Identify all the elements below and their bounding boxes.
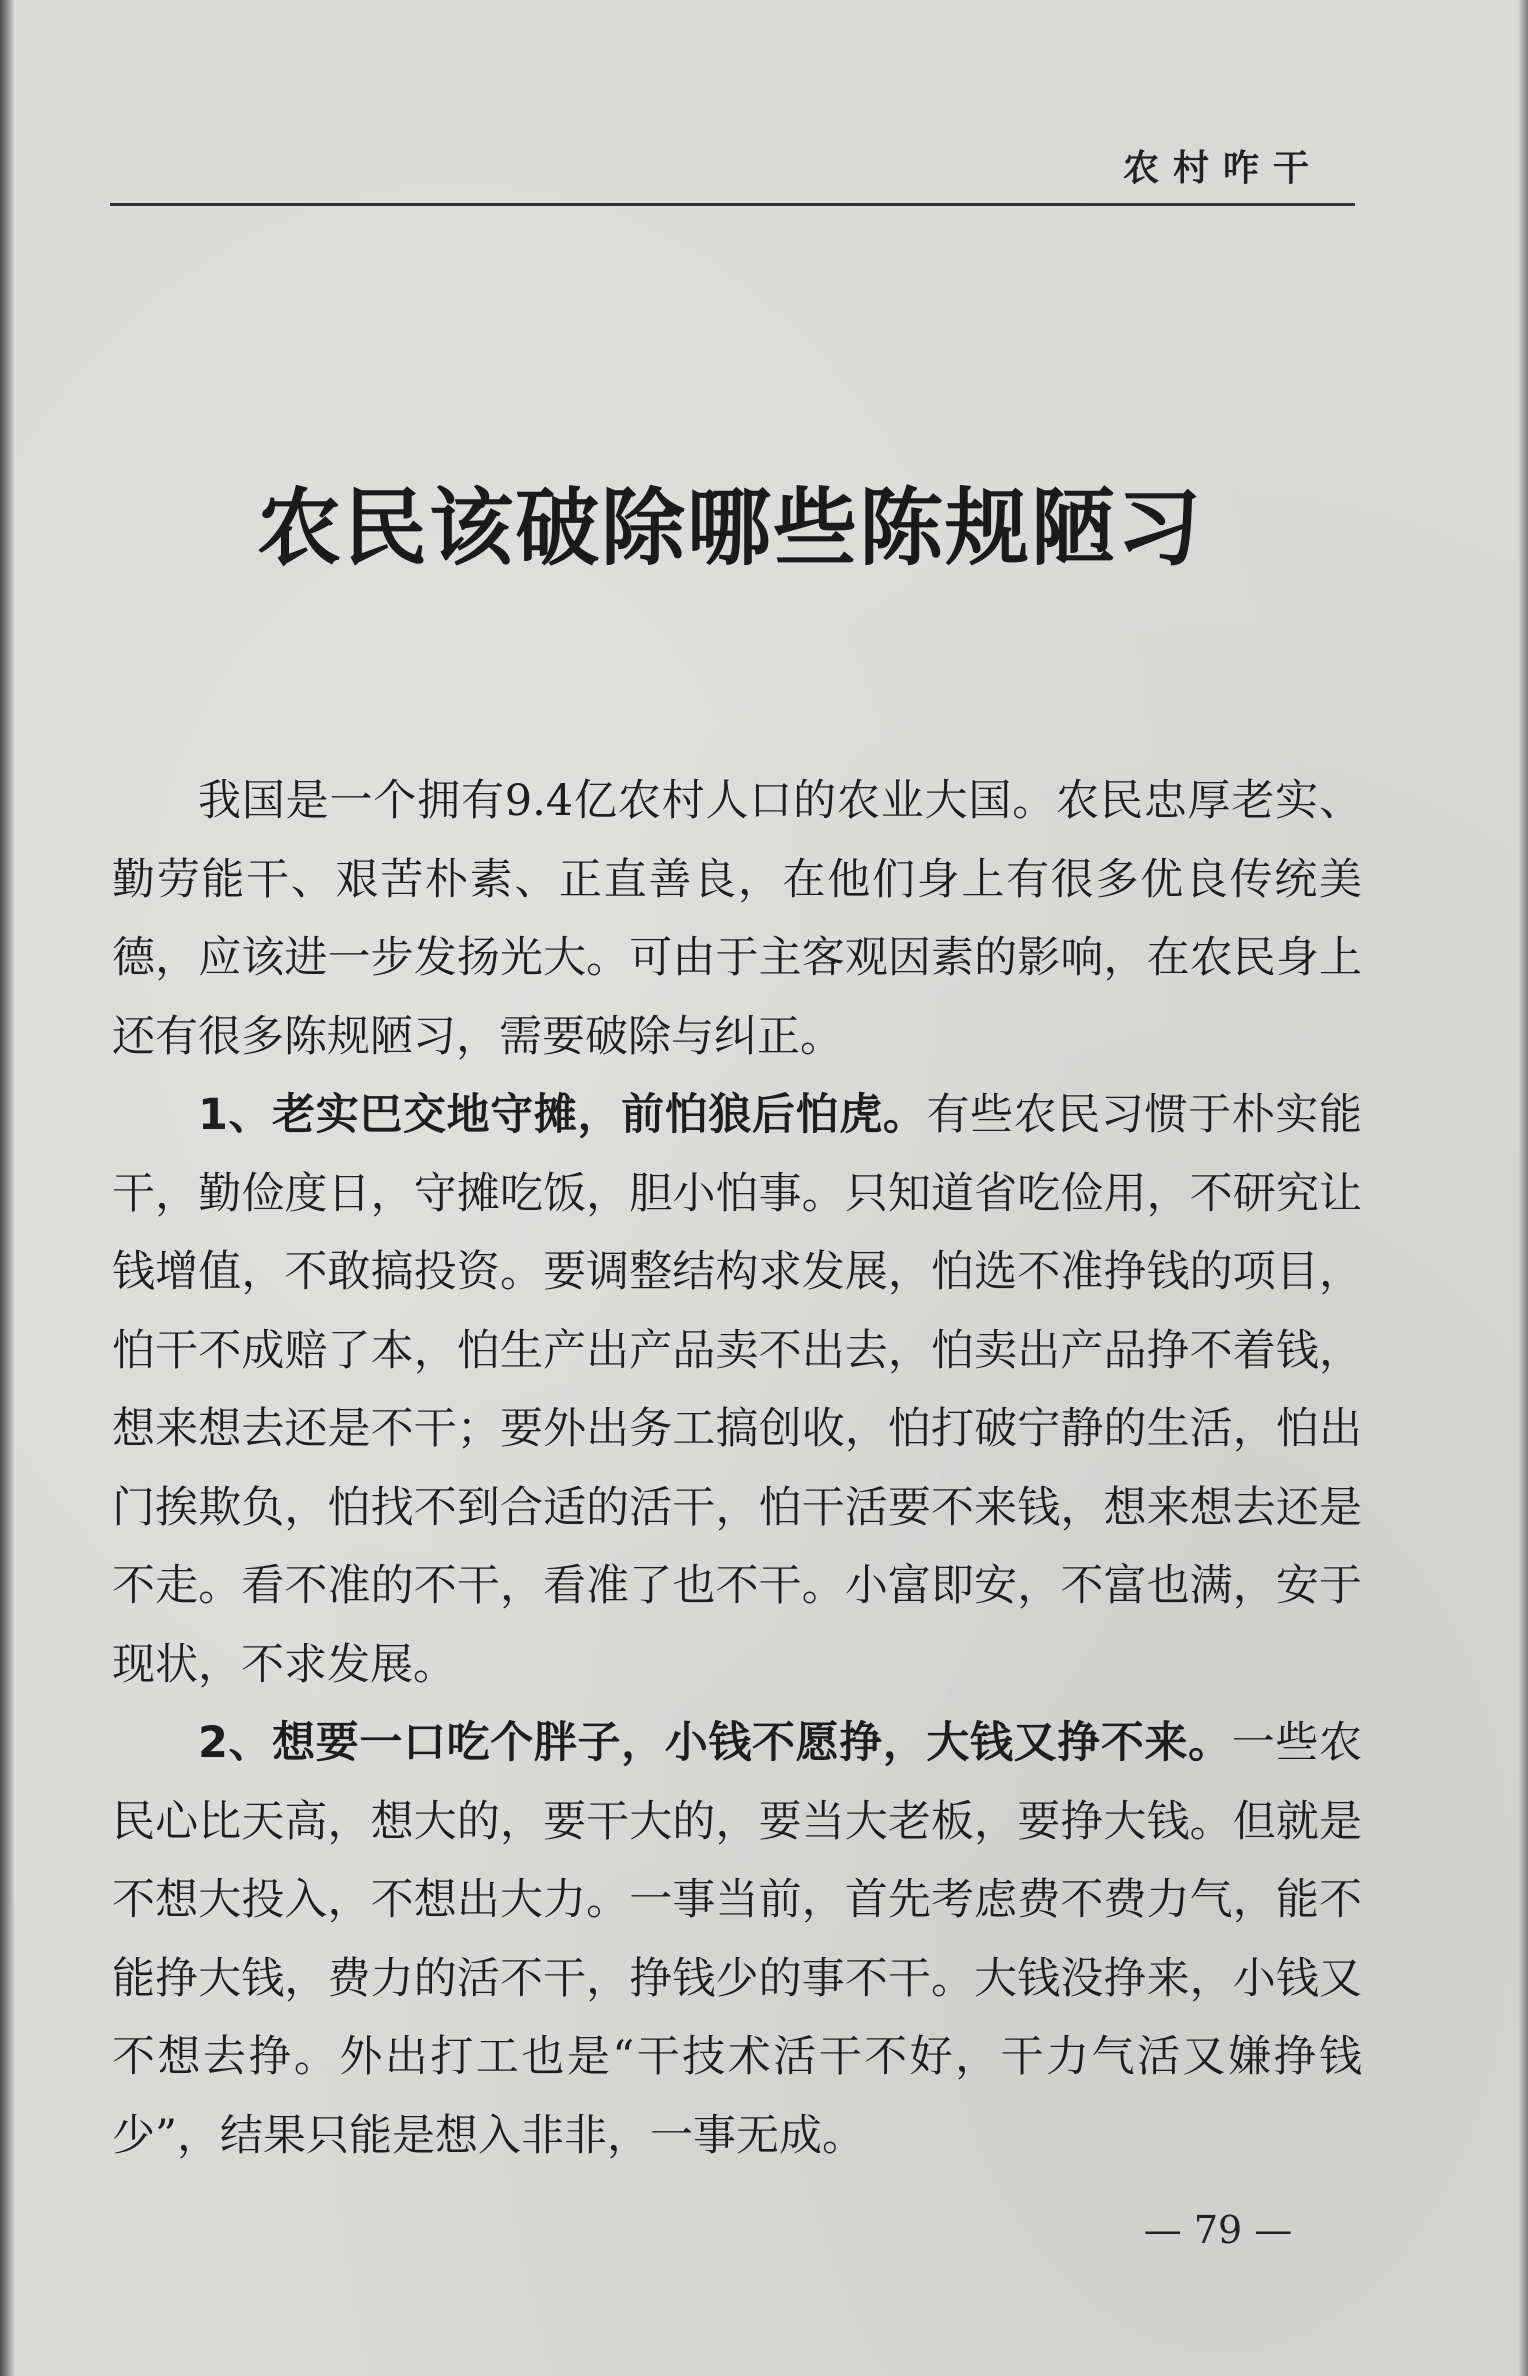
running-head: 农村咋干 (1122, 148, 1323, 189)
point-2-paragraph (112, 1704, 1362, 2175)
page-right-edge-shadow (1518, 0, 1528, 2376)
article-title: 农民该破除哪些陈规陋习 (256, 479, 1203, 578)
paragraph-text: 我国是一个拥有9.4亿农村人口的农业大国。农民忠厚老实、勤劳能干、艰苦朴素、正直善良，在他们身上有很多优良传统美德，应该进一步发扬光大。可由于主客观因素的影响，在农民身上还有很多陈规陋习，需要破除与纠正。 (112, 776, 1362, 1062)
header-rule (110, 203, 1355, 206)
point-2-heading: 2、想要一口吃个胖子，小钱不愿挣，大钱又挣不来。 (198, 1718, 1232, 1768)
paragraph-text: 有些农民习惯于朴实能干，勤俭度日，守摊吃饭，胆小怕事。只知道省吃俭用，不研究让钱增值，不敢搞投资。要调整结构求发展，怕选不准挣钱的项目，怕干不成赔了本，怕生产出产品卖不出去，怕卖出产品挣不着钱，想来想去还是不干；要外出务工搞创收，怕打破宁静的生活，怕出门挨欺负，怕找不到合适的活干，怕干活要不来钱，想来想去还是不走。看不准的不干，看准了也不干。小富即安，不富也满，安于现状，不求发展。 (112, 1090, 1363, 1690)
page-left-edge-shadow (0, 0, 14, 2376)
article-body (112, 762, 1362, 2175)
point-1-paragraph (112, 1076, 1362, 1704)
paragraph-text: 一些农民心比天高，想大的，要干大的，要当大老板，要挣大钱。但就是不想大投入，不想出大力。一事当前，首先考虑费不费力气，能不能挣大钱，费力的活不干，挣钱少的事不干。大钱没挣来，小钱又不想去挣。外出打工也是“干技术活干不好，干力气活又嫌挣钱少”，结果只能是想入非非，一事无成。 (112, 1718, 1363, 2161)
page-number: — 79 — (1143, 2208, 1293, 2252)
point-1-heading: 1、老实巴交地守摊，前怕狼后怕虎。 (198, 1090, 927, 1140)
intro-paragraph (112, 762, 1362, 1076)
